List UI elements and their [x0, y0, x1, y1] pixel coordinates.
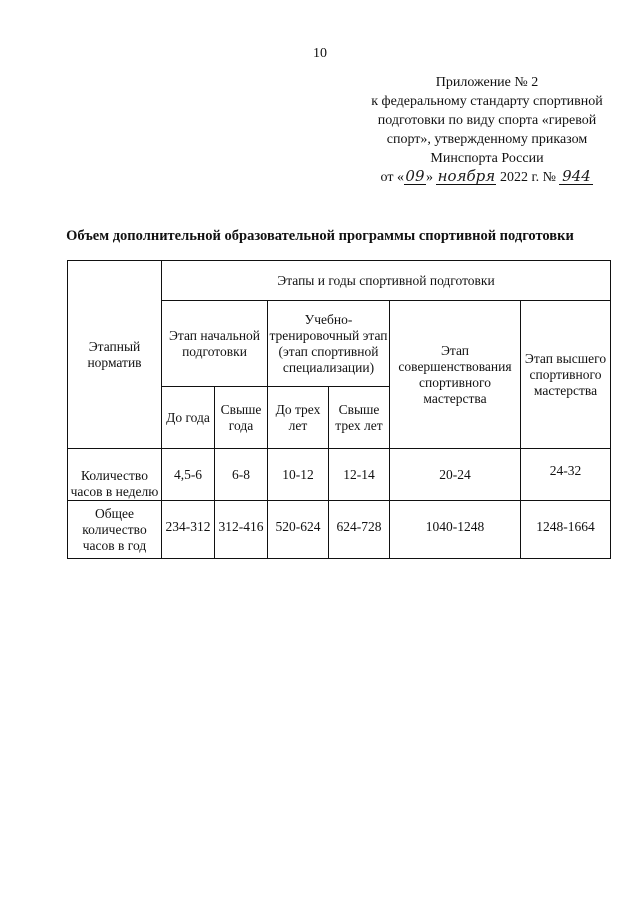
cell-value: 10-12: [268, 449, 329, 501]
appendix-line-3: спорт», утвержденному приказом: [386, 132, 588, 147]
subheader-over-three: Свыше трех лет: [329, 387, 390, 449]
header-stages: Этапы и годы спортивной подготовки: [162, 261, 611, 301]
document-title: Объем дополнительной образовательной программы спортивной подготовки: [66, 228, 574, 244]
header-stage-improvement: Этап совершенствования спортивного мастерства: [390, 301, 521, 449]
table-row-hours-week: [68, 449, 611, 501]
cell-value: 312-416: [215, 501, 268, 559]
cell-value: 520-624: [268, 501, 329, 559]
order-year: 2022 г. №: [499, 170, 556, 185]
appendix-line-4: Минспорта России: [430, 151, 544, 166]
cell-value: 12-14: [329, 449, 390, 501]
table-row-hours-year: [68, 501, 611, 559]
header-stage-initial: Этап начальной подготовки: [162, 301, 268, 387]
cell-value: 4,5-6: [162, 449, 215, 501]
subheader-up-to-three: До трех лет: [268, 387, 329, 449]
header-stage-training: Учебно-тренировочный этап (этап спортивной специализации): [268, 301, 390, 387]
header-norm: Этапный норматив: [68, 261, 162, 449]
appendix-header: [352, 73, 622, 187]
cell-value: 6-8: [215, 449, 268, 501]
order-prefix: от «: [380, 170, 404, 185]
program-volume-table: [67, 260, 611, 559]
cell-value: 1248-1664: [521, 501, 611, 559]
appendix-line-1: к федеральному стандарту спортивной: [371, 94, 603, 109]
row-label-hours-year: Общее количество часов в год: [68, 501, 162, 559]
subheader-up-to-year: До года: [162, 387, 215, 449]
subheader-over-year: Свыше года: [215, 387, 268, 449]
cell-value: 24-32: [521, 449, 611, 501]
page-number: 10: [313, 46, 327, 61]
cell-value: 20-24: [390, 449, 521, 501]
appendix-title: Приложение № 2: [435, 75, 539, 90]
order-line: [352, 168, 622, 187]
cell-value: 1040-1248: [390, 501, 521, 559]
cell-value: 624-728: [329, 501, 390, 559]
appendix-line-2: подготовки по виду спорта «гиревой: [377, 113, 597, 128]
order-day-handwritten: 09: [405, 167, 425, 185]
order-mid: »: [425, 170, 433, 185]
order-number-handwritten: 944: [559, 169, 593, 185]
row-label-hours-week: Количество часов в неделю: [68, 449, 162, 501]
header-stage-highest: Этап высшего спортивного мастерства: [521, 301, 611, 449]
cell-value: 234-312: [162, 501, 215, 559]
order-month-handwritten: ноября: [437, 167, 496, 185]
